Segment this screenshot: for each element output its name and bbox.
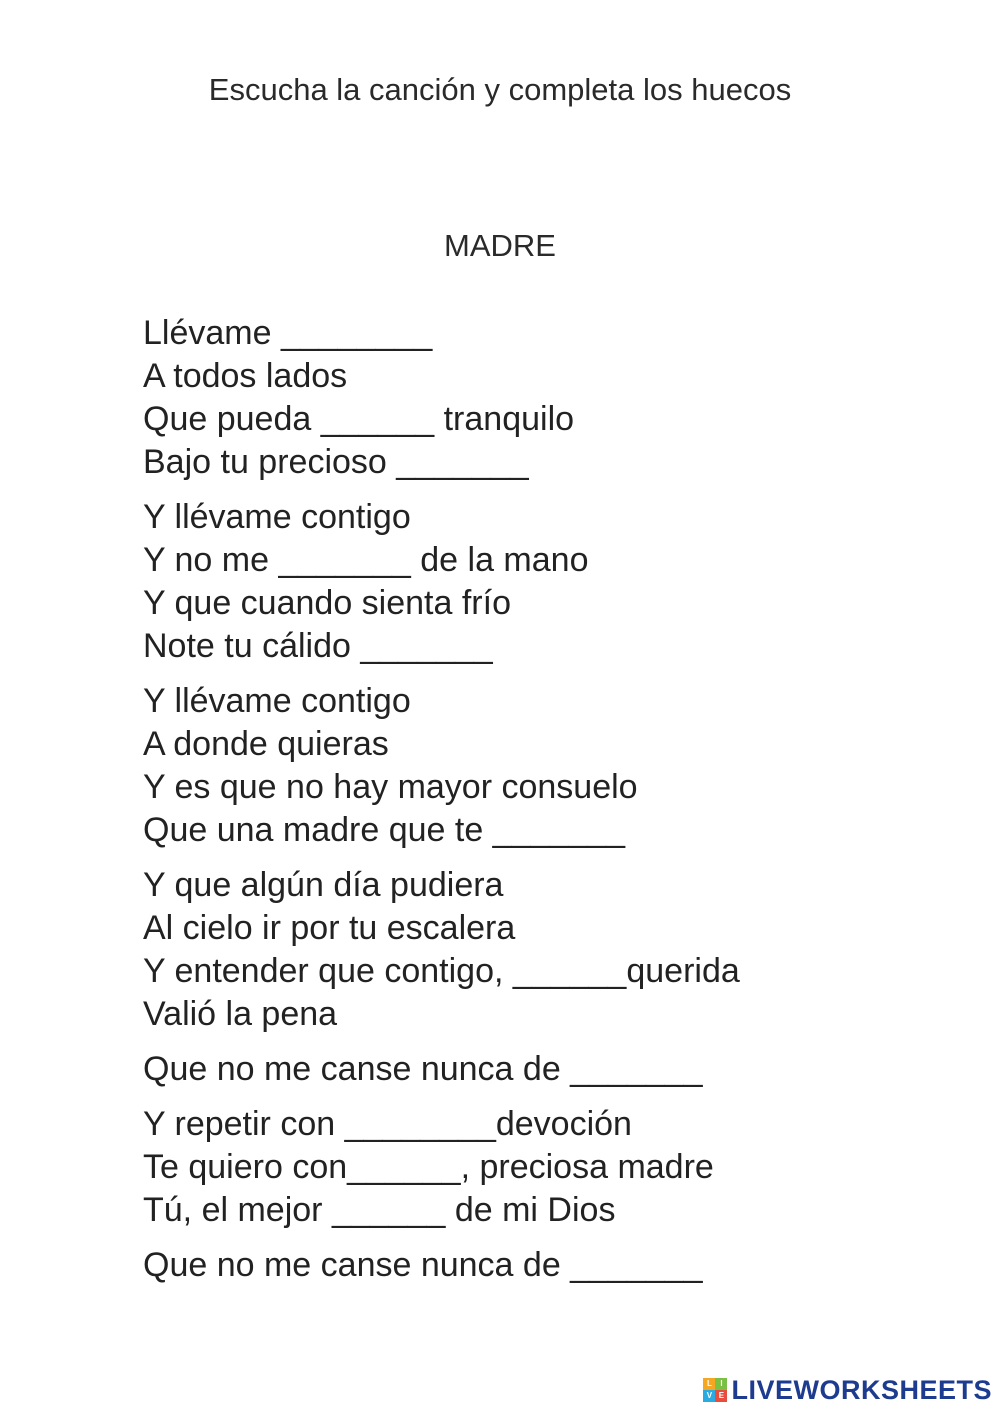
lyric-line: A donde quieras [143,725,389,763]
logo-mark-square: I [715,1378,727,1390]
lyric-line: Que no me canse nunca de _______ [143,1050,703,1088]
lyric-stanza [143,1103,963,1232]
lyric-line: Y que algún día pudiera [143,866,504,904]
lyric-stanza [143,864,963,1036]
lyric-line: Y que cuando sienta frío [143,584,511,622]
lyric-line: A todos lados [143,357,348,395]
liveworksheets-logo[interactable] [703,1373,992,1407]
lyric-line: Llévame ________ [143,314,433,352]
song-title: MADRE [444,228,556,263]
lyric-line: Y llévame contigo [143,498,411,536]
lyric-line: Bajo tu precioso _______ [143,443,529,481]
lyric-line: Tú, el mejor ______ de mi Dios [143,1191,616,1229]
lyrics-body [143,312,963,1299]
lyric-stanza [143,312,963,484]
lyric-line: Y llévame contigo [143,682,411,720]
lyric-line: Y es que no hay mayor consuelo [143,768,638,806]
instructions-text: Escucha la canción y completa los huecos [208,72,792,107]
lyric-stanza [143,1244,963,1287]
lyric-stanza [143,496,963,668]
lyric-line: Te quiero con______, preciosa madre [143,1148,714,1186]
lyric-line: Que no me canse nunca de _______ [143,1246,703,1284]
logo-mark-square: E [715,1390,727,1402]
lyric-line: Y repetir con ________devoción [143,1105,632,1143]
lyric-line: Al cielo ir por tu escalera [143,909,516,947]
lyric-line: Que pueda ______ tranquilo [143,400,575,438]
liveworksheets-logo-text: LIVEWORKSHEETS [731,1374,992,1405]
lyric-stanza [143,1048,963,1091]
lyric-stanza [143,680,963,852]
lyric-line: Y no me _______ de la mano [143,541,589,579]
logo-mark-square: L [703,1378,715,1390]
lyric-line: Que una madre que te _______ [143,811,626,849]
logo-mark-square: V [703,1390,715,1402]
lyric-line: Note tu cálido _______ [143,627,493,665]
liveworksheets-logo-mark [703,1378,727,1402]
lyric-line: Valió la pena [143,995,338,1033]
lyric-line: Y entender que contigo, ______querida [143,952,740,990]
